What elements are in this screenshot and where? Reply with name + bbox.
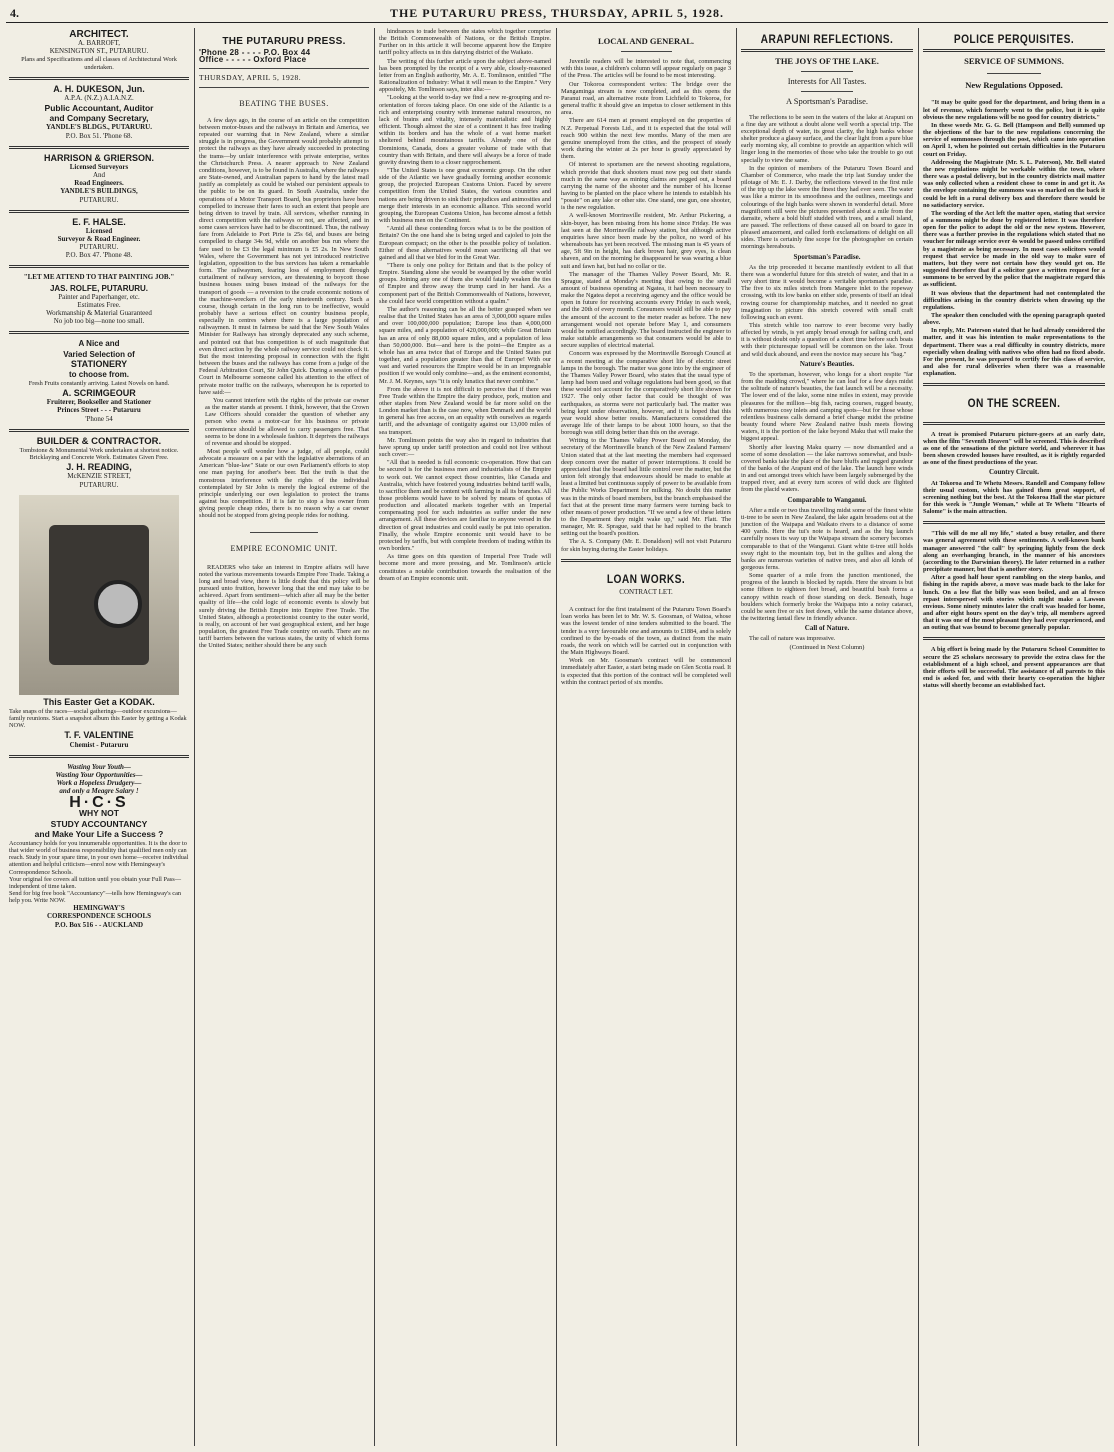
paragraph: Of interest to sportsmen are the newest shooting regulations, which provide that duck shooters must now peg out their stands much in the same way as mining claims are pegged out, a board carrying the name of the shooter and the number of his license having to be planted on the place where he intends to establish his "possie" on any lake or other site. One stand, one gun, one shooter, is the new regulation. [561, 161, 731, 212]
paragraph: After a mile or two thus travelling midst some of the finest white ti-tree to be seen in New Zealand, the lake again broadens out at the junction of the Waipapa and Waikato rivers to a distance of some 400 yards. Here the tui's note is heard, and as the big launch carefully noses its way up the Waipapa stream the scenery becomes comparable to that of the Wanganui. Giant white ti-tree still holds sway right to the mountain top, but in the gullies and along the banks are numerous varieties of native trees, and also all kinds of gorgeous ferns. [741, 506, 913, 571]
quote-paragraph: You cannot interfere with the rights of the private car owner as the matter stands at present. I think, however, that the Crown Law Officers should consider the question of whether any person who owns a motor-car for his business or private convenience should be allowed to carry passengers free. That seems to be done in a wholesale fashion. It deprives the railways of revenue and should be stopped. [205, 396, 369, 447]
paragraph: A few days ago, in the course of an article on the competition between motor-buses and the railways in Britain and America, we repeated our warning that in New Zealand, where a similar struggle is in progress, the Government would probably attempt to protect the railways as they have already succeeded in protecting the trams—by unfair interference with private enterprise, writes the Christchurch Press. A nearer approach to New Zealand conditions, however, is to be found in Australia, where the railways are State-owned, and Australian papers to hand by the latest mail justify as completely as could be wished our persistent appeals to the public to be on its guard. In South Australia, under the operations of a Motor Transport Board, bus proprietors have been compelled to increase their fares to such an extent that people are being driven to travel by train. All services, whether running in direct competition with the railways or not, are affected, and in some cases services have had to be discontinued. Thus, the railway fare from Adelaide to Port Pirie is 25s 6d, and buses are being compelled to charge 34s 9d, while on another bus run where the fare used to be £3 the legal minimum is £5 2s. In New South Wales, where the Government has not yet introduced restrictive legislation, opposition to the bus services has taken a remarkable form. The railwaymen, fearing loss of employment through curtailment of railway services, are threatening to boycott those business houses using buses instead of the railways for the transport of goods — a reversion to the crude economic notions of the machine-wreckers of the early nineteenth century. Such a course, though certain in the long run to be ineffective, would probably have a serious effect on country business people, especially in centres where there is a large population of railwaymen. It must in fairness be said that the New South Wales Minister for Railways has strongly deprecated any such scheme, and pointed out that bus competition is of such magnitude that even direct action by the whole railway service could not check it. But the most interesting proposal in connection with the fight between the buses and the railways has come from a judge of the Federal Arbitration Court, Sir John Quick. During a session of the Court in Melbourne someone called his attention to the effect of private motor traffic on the railways, whereupon he is reported to have said:— [199, 116, 369, 396]
ad-name: J. H. READING, [66, 462, 132, 473]
ad-hemingway [9, 764, 189, 929]
ad-line: Road Engineers. [74, 179, 124, 188]
paragraph: "Amid all these contending forces what is to be the position of Britain? On the one hand she is being urged and cajoled to join the European compact; on the other is the possible policy of isolation. Either of these alternatives would mean sacrificing all that we gained and all that we bled for in the Great War. [379, 225, 551, 261]
ad-line: Your original fee covers all tuition until you obtain your Full Pass—independent of time taken. [9, 875, 181, 890]
date-line: THURSDAY, APRIL 5, 1928. [199, 73, 302, 83]
divider [9, 77, 189, 80]
press-phone: 'Phone 28 - - - - P.O. Box 44 [199, 48, 311, 58]
ad-line: YANDLE'S BUILDINGS, [60, 187, 138, 196]
paragraph: As time goes on this question of Imperial Free Trade will become more and more pressing, and Mr. Tomlinson's article constitutes a notable contribution towards the realisation of the dream of an Empire economic unit. [379, 553, 551, 582]
divider [801, 71, 853, 72]
paragraph: In reply, Mr. Paterson stated that he had already considered the matter, and it was his intention to make representations to the department. There was a real difficulty in country districts, more especially when dealing with natives who often had no fixed abode. For the present, he was prepared to certify for this class of service, and also for rural deliveries when there was a reasonable explanation. [923, 327, 1105, 378]
ad-rolfe [9, 274, 189, 325]
divider [9, 331, 189, 334]
paragraph-heading: Sportsman's Paradise. [793, 252, 861, 261]
paragraph: "All that is needed is full economic co-operation. How that can be secured is for the business men and industrialists of the Empire to work out. We cannot expect those countries, like Canada and Australia, which have fostered young industries behind tariff walls, to sacrifice them and be content with farming in all its branches. All those problems would have to be solved by means of quotas of production and allocated markets together with an Imperial compensating pool for such industries as suffer under the new arrangement. All these devices are familiar to anyone versed in the direction of great industries and could easily be put into operation. Finally, the whole Empire economic unit would have to be protected by tariffs, but with complete freedom of trading within its own borders." [379, 459, 551, 553]
ad-line: Tombstone & Monumental Work undertaken at shortest notice. [19, 446, 179, 454]
divider [923, 383, 1105, 386]
paragraph: In these words Mr. G. G. Bell (Hampson and Bell) summed up the objections of the bar to the new regulations concerning the service of summonses through the post, which came into operation on April 1, when he pointed out certain difficulties in the Putaruru court on Friday. [923, 121, 1105, 158]
ad-halse [9, 216, 189, 260]
divider [9, 210, 189, 213]
ad-line: A Nice and [78, 339, 120, 349]
ad-name: A. BARROFT, [77, 39, 121, 48]
ad-line: Licensed Surveyors [69, 162, 129, 171]
ad-line: PUTARURU. [79, 480, 119, 489]
ad-heading: This Easter Get a KODAK. [43, 696, 155, 707]
article-title: EMPIRE ECONOMIC UNIT. [230, 543, 338, 553]
ad-name: JAS. ROLFE, PUTARURU. [49, 283, 149, 293]
paragraph: The A. S. Company (Mr. E. Donaldson) will not visit Putaruru for skin buying during the Easter holidays. [561, 538, 731, 553]
ad-heading: BUILDER & CONTRACTOR. [36, 435, 162, 447]
paragraph: After a good half hour spent rambling on the steep banks, and fishing in the rapids above, a move was made back to the lake for lunch. On a low flat the billy was soon boiled, and an al fresco repast interspersed with stories which might make a Lawson envious. Some ninety minutes later the craft was headed for home, and after eight hours spent on the day's trip, all members agreed that it was one of the most pleasant they had ever experienced, and an outing that was bound to become generally popular. [923, 574, 1105, 632]
paragraph-heading: Country Circuit. [988, 468, 1040, 477]
ad-line: Take snaps of the races—social gatherings—outdoor excursions—family reunions. Start a snapshot album this Easter by getting a Kodak NOW. [9, 707, 187, 730]
ad-line: PUTARURU. [79, 195, 119, 204]
masthead-title: THE PUTARURU PRESS, THURSDAY, APRIL 5, 1928. [389, 6, 725, 20]
paragraph: A big effort is being made by the Putaruru School Committee to secure the 25 scholars necessary to provide the extra class for the establishment of a high school, and present appearances are that their efforts will be successful. The assistance of all parents to this end is asked for, and with their hearty co-operation the higher status will shortly become an established fact. [923, 646, 1105, 690]
ad-line: 'Phone 54 [85, 414, 113, 423]
ad-builder [9, 435, 189, 489]
masthead [6, 4, 1108, 23]
ad-line: A.P.A. (N.Z.) A.I.A.N.Z. [64, 93, 134, 102]
paragraph: Mr. Tomlinson points the way also in regard to industries that have sprung up under tariff protection and could not live without such cover:— [379, 436, 551, 459]
paragraph-heading: Nature's Beauties. [799, 359, 855, 368]
divider [621, 51, 672, 52]
page-number: 4. [10, 6, 19, 20]
paragraph: Concern was expressed by the Morrinsville Borough Council at a recent meeting at the comparative short life of electric street lamps in the borough. The matter was gone into by the engineer of the Thames Valley Power Board, who states that the usual type of lamp had been used and voltage regulations had been good, so that these would not account for the comparatively short life shown for 1927. The only other factor that could be thought of was earthquakes, as storms were not particularly bad. The matter was being kept under observation, however, and it is hoped that this year would show better results. Manufacturers considered the average life of their lamps to be about 1000 hours, so that the borough was still doing better than this on the average. [561, 350, 731, 437]
ad-line: "LET ME ATTEND TO THAT PAINTING JOB." [23, 273, 175, 282]
ad-line: Painter and Paperhanger, etc. [58, 292, 140, 301]
paragraph: Most people will wonder how a judge, of all people, could advocate a measure on a par with the legislative aberrations of an American "blue-law" State or our own Parliament's efforts to stop one man paying for another's beer. But the truth is that the monstrous interference with the rights of the individual contemplated by Sir John is merely the logical extreme of the principle underlying our own legislation to protect the trams against bus competition. If it is fair to stop a bus owner from giving people cheap rides, there is no reason why a car owner should not be stopped from giving people rides for nothing. [199, 447, 369, 520]
paragraph-heading: Call of Nature. [804, 624, 850, 633]
ad-line: Workmanship & Material Guaranteed [46, 309, 152, 318]
column-police [920, 28, 1108, 1446]
section-heading: LOAN WORKS. [606, 571, 686, 586]
ad-name: A. SCRIMGEOUR [62, 388, 136, 399]
ad-name: T. F. VALENTINE [64, 730, 134, 741]
paragraph: A treat is promised Putaruru picture-goers at an early date, when the film "Seventh Heaven" will be screened. This is described as one of the sensations of the picture world, and wherever it has been shown crowded houses have resulted, as it is rightly regarded as one of the finest productions of the year. [923, 430, 1105, 467]
ad-line: Accountancy holds for you innumerable opportunities. It is the door to that wider world of business responsibility that qualified men only can reach. Study in your spare time, in your own home—receive individual attention and helpful criticism—enrol now with Hemingway's Correspondence Schools. [9, 839, 189, 876]
press-office: Office - - - - - Oxford Place [199, 55, 307, 65]
paragraph: At Tokoroa and Te Whetu Messrs. Randell and Company follow their usual custom, which has gained them great support, of screening nothing but the best. At the Tokoroa Hall the star picture for this week is "Jungle Woman," while at Te Whetu "Hearts of Salome" is the main attraction. [923, 479, 1105, 516]
paragraph: Shortly after leaving Maku quarry — now dismantled and a scene of some desolation — the lake narrows somewhat, and bush-covered banks take the place of the bare bluffs and rugged grandeur of the banks of the Arapuni end of the lake. The launch here winds in and out amongst trees which have been largely submerged by the trapped river, and at every turn scores of wild duck are flighted from the placid waters. [741, 443, 913, 494]
ad-line: Wasting Your Youth— [67, 762, 131, 771]
paragraph: A well-known Morrinsville resident, Mr. Arthur Pickering, a skin-buyer, has been missing from his home since Friday. He was last seen at the Morrinsville railway station, but although active enquiries have since been made by the police, no word of his whereabouts has yet been received. The missing man is 45 years of age, 5ft 9in in height, has dark brown hair, grey eyes, is clean shaven, and on the morning he disappeared he was wearing a blue suit and fawn hat, but had no collar or tie. [561, 212, 731, 270]
article-title: BEATING THE BUSES. [239, 98, 329, 108]
camera-icon [49, 525, 149, 665]
divider [801, 91, 853, 92]
ad-line: HEMINGWAY'S [73, 904, 125, 913]
divider [250, 532, 318, 533]
ad-name: HARRISON & GRIERSON. [43, 152, 154, 163]
ad-line: No job too big—none too small. [53, 317, 145, 326]
divider [561, 559, 731, 562]
ad-line: YANDLE'S BLDGS., PUTARURU. [46, 123, 152, 132]
column-arapuni [738, 28, 916, 1446]
ad-line: Send for big free book "Accountancy"—tells how Hemingway's can help you. Write NOW. [9, 890, 182, 905]
section-heading: ON THE SCREEN. [967, 396, 1061, 411]
paragraph: Writing to the Thames Valley Power Board on Monday, the secretary of the Morrinsville branch of the New Zealand Farmers' Union stated that at the last meeting the members had expressed deep concern over the matter of power interruptions. It could be appreciated that the board had little control over the matter, but the union felt strongly that endeavours should be made to enable at least a limited but continuous supply of power to be available from the Public Works Department for milking. No doubt this matter was in the minds of board members, but the branch emphasised the fact that at the present time many farmers were turning back to other means of power production. "If we send a few of these letters to the Department they might wake up," said Mr. Flatt. The manager, Mr. R. Sprague, said that he had replied to the branch setting out the board's position. [561, 437, 731, 538]
divider [741, 49, 913, 52]
divider [923, 422, 1105, 425]
paragraph: Some quarter of a mile from the junction mentioned, the progress of the launch is blocked by rapids. Here the stream is but some fifteen to eighteen feet broad, and beautiful bush forms a canopy within reach of those standing on deck. Beneath, huge boulders which formerly broke the Waipapa into a noisy cataract, could be seen five or six feet down, while the same distance above, the twittering fantail flew in friendly advance. [741, 572, 913, 623]
paragraph: The wording of the Act left the matter open, stating that service of a summons might be done by registered letter. It was therefore open for the police to adopt the old or the new system. However, there was a further proviso in the regulations which stated that no voucher for mileage service over 4s would be passed unless certified by a magistrate as being necessary. In most cases solicitors would request that service be made in the old way to make sure of matters, but they were not certain how they would get on. He suggested therefore that if a solicitor gave a written request for a summons to be served by the police that the magistrate regard this as sufficient. [923, 209, 1105, 289]
ad-line: and Make Your Life a Success ? [34, 828, 164, 839]
ad-line: Plans and Specifications and all classes of Architectural Work undertaken. [21, 56, 177, 71]
section-heading: LOCAL AND GENERAL. [597, 36, 695, 46]
column-editorial [196, 28, 372, 1446]
divider [923, 637, 1105, 640]
divider [9, 429, 189, 432]
divider [9, 265, 189, 268]
ad-line: STUDY ACCOUNTANCY [50, 818, 148, 829]
paragraph: From the above it is not difficult to perceive that if there was Free Trade within the Empire the dairy produce, pork, mutton and other staples from New Zealand would be far more solid on the London market than is the case now, when Denmark and the world in general has free access, on an equality with ourselves as regards tariff, and the advantage of contiguity against our 13,000 miles of sea transport. [379, 385, 551, 436]
paragraph: The writing of this further article upon the subject above-named has been prompted by the receipt of a very able, closely-reasoned letter from an English authority, Mr. A. E. Tomlinson, entitled "The Rationalization of Industry: What it will mean to the Empire." Very appositely, Mr. Tomlinson says, inter alia:— [379, 57, 551, 94]
paragraph: "There is only one policy for Britain and that is the policy of Empire. Standing alone she would be swamped by the other world groups. Joining any one of them she would fatally weaken the ties of Empire and throw away the trump card in her hand. As a component part of the British Commonwealth of Nations, however, she could face world competition without a qualm." [379, 262, 551, 305]
section-subheading: New Regulations Opposed. [965, 80, 1063, 91]
paragraph-heading: Comparable to Wanganui. [787, 495, 867, 504]
ad-name: A. H. DUKESON, Jun. [53, 83, 145, 94]
column-editorial-continued [376, 28, 554, 1446]
column-local-general [558, 28, 734, 1446]
divider [199, 87, 369, 88]
paragraph: The call of nature was impressive. [749, 635, 836, 643]
ad-line: Chemist - Putaruru [69, 740, 129, 749]
divider [9, 755, 189, 758]
section-subheading: THE JOYS OF THE LAKE. [775, 56, 879, 67]
ad-line: WHY NOT [79, 808, 119, 819]
section-subheading: CONTRACT LET. [619, 587, 673, 596]
section-subheading: SERVICE OF SUMMONS. [964, 56, 1064, 67]
ad-line: PUTARURU. [79, 243, 119, 252]
paragraph: There are 614 men at present employed on the properties of N.Z. Perpetual Forests Ltd., and it is expected that the total will reach 900 within the next few months. Many of the men are genuine unemployed from the cities, and the prospect of steady work during the winter at 2s per hour is greatly appreciated by them. [561, 117, 731, 161]
paragraph: "The United States is one great economic group. On the other side of the Atlantic we have gradually forming another economic group, the projected European Customs Union. Faced by severe competition from the United States, the various countries and nations are being driven to sink their prejudices and animosities and merge their interests in an economic alliance. This second world grouping, the European Customs Union, has become almost a fetish with business men on the Continent. [379, 166, 551, 225]
paragraph: Work on Mr. Goosman's contract will be commenced immediately after Easter, a start being made on Glen Scotia road. It is expected that this portion of the contract will be completed well within the contract period of six months. [561, 657, 731, 686]
ad-line: And [92, 171, 106, 180]
ad-line: Wasting Your Opportunities— [55, 770, 143, 779]
ad-line: Varied Selection of [63, 349, 135, 359]
paragraph: It was obvious that the department had not contemplated the difficulties arising in the country districts when drawing up the regulations. [923, 289, 1105, 311]
column-rule [736, 28, 737, 1446]
divider [923, 49, 1105, 52]
section-heading: ARAPUNI REFLECTIONS. [760, 32, 894, 46]
ad-line: P.O. Box 47. 'Phone 48. [65, 251, 133, 260]
column-ads [6, 28, 192, 1446]
paragraph: This stretch while too narrow to ever become very badly affected by winds, is yet amply broad enough for sailing craft, and it is without doubt only a question of a short time before such boats with their picturesque topsail will be common on the lake. Trout and wild duck abound, and even the novice may secure his "bag." [741, 322, 913, 358]
paragraph: As the trip proceeded it became manifestly evident to all that there was a wonderful future for this stretch of water, and that in a very short time it would become a veritable sportsman's paradise. The five to six miles stretch from Mangere inlet to the ropeway crossing, with its low banks on either side, presents of itself an ideal rowing course for championship matches, and it needed no great imagination to picture this stretch covered with small craft following such an event. [741, 263, 913, 321]
divider [987, 73, 1042, 74]
ad-line: P.O. Box 516 - - AUCKLAND [54, 920, 144, 929]
ad-line: P.O. Box 51. 'Phone 68. [65, 131, 133, 140]
ad-line: Licensed [85, 226, 113, 235]
column-rule [194, 28, 195, 1446]
paragraph: READERS who take an interest in Empire affairs will have noted the various movements towards Empire Free Trade. Taking a long and broad view, there is little doubt that this policy will be pursued unto fruition, however long that the end may take to be achieved. Apart from sentiment—which after all may be the better quality of life—the cold logic of economic events is slowly but surely driving the British Empire into Empire Free Trade. The United States, although a protectionist country to the outer world, is really, on account of her vast geographical extent, and her huge population, the greatest Free Trade country on earth. There are no tariff barriers between the various states, the unity of which forms the United States; neither should there be any such [199, 563, 369, 650]
ad-line: Princes Street - - - Putaruru [57, 406, 141, 415]
ad-heading: ARCHITECT. [69, 29, 129, 40]
paragraph: The manager of the Thames Valley Power Board, Mr. R. Sprague, stated at Monday's meeting that owing to the small amount of business operating at Ngatea, it had been necessary to make the Ngatea depot a receiving agency and the office would be open in future for receiving accounts every Friday in each week, and the 20th of every month. Consumers would still be able to pay the amount of the account to the meter reader as before. The new arrangement would not operate before May 1, and consumers would be notified accordingly. The board instructed the engineer to make suitable arrangements so that consumers would be able to secure supplies of electrical material. [561, 270, 731, 350]
paragraph: hindrances to trade between the states which together comprise the British Commonwealth of Nations, or the British Empire. Further on in this article it will become apparent how the Empire tariff policy affects us in this dairying district of the Waikato. [379, 28, 551, 57]
paragraph: "It may be quite good for the department, and bring them in a lot of revenue, which formerly went to the police, but it is quite obvious the new regulations will be no good for country districts." [923, 99, 1105, 121]
paragraph: Addressing the Magistrate (Mr. S. L. Paterson), Mr. Bell stated the new regulations might be workable within the town, where there was a postal delivery, but in the country districts mail matter was only collected when a resident chose to come in and get it. As the envelope containing the summons was so marked on the back it could be left in a rural delivery box and therefore there would be no satisfactory service. [923, 158, 1105, 209]
ad-line: to choose from. [68, 369, 129, 379]
ad-kodak [9, 696, 189, 749]
hcs-logo: H·C·S [69, 794, 129, 812]
paragraph: The reflections to be seen in the waters of the lake at Arapuni on a fine day are without a doubt alone well worth a special trip. The exceptional depth of water, its great clarity, the high banks whose shelter produce a glassy surface, and the clear light from a pure blue early morning sky, all combine to provide an apparition which will linger long in the memories of those who take the trouble to go out specially to view the same. [741, 113, 913, 164]
kodak-camera-illustration [19, 495, 179, 695]
paragraph: The author's reasoning can be all the better grasped when we realise that the United States has an area of 3,000,000 square miles and over 100,000,000 population; Europe less than 4,000,000 square miles, and a population of 420,000,000; while Great Britain has an area of only 88,000 square miles, and a population of less than 50,000,000. But—and here is the point—the Empire as a whole has an area twice that of Europe and the United States put together, and a population greater than that of Europe! With our vast and varied resources the Empire would be in an impregnable position if we would only combine—and, as the eminent economist, Mr. J. M. Keynes, says "it is only lunatics that never combine." [379, 305, 551, 385]
paragraph: Juvenile readers will be interested to note that, commencing with this issue, a children's column will appear regularly on page 3 of the Press. The articles will be found to be most interesting. [561, 58, 731, 80]
ad-line: CORRESPONDENCE SCHOOLS [46, 912, 152, 921]
paragraph: "Looking at the world to-day we find a new re-grouping and re-orientation of forces taking place. On one side of the Atlantic is a rich and enterprising country with immense natural resources, no lack of brains and vitality, intensely materialistic and highly efficient. Though almost the size of a continent it has free trading within its borders and has the whole of a vast home market sheltered behind mountainous tariffs. Already one of the Dominions, Canada, does a greater volume of trade with that country than with Britain, and there will always be a force of trade gravity drawing them to a closer rapprochement. [379, 94, 551, 166]
ad-line: McKENZIE STREET, [67, 472, 131, 481]
ad-harrison [9, 152, 189, 204]
ad-line: Fresh Fruits constantly arriving. Latest Novels on hand. [28, 380, 170, 387]
ad-line: KENSINGTON ST., PUTARURU. [49, 47, 149, 56]
ad-scrimgeour [9, 340, 189, 422]
paragraph: In the opinion of members of the Putaruru Town Board and Chamber of Commerce, who made the trip last Sunday under the pilotage of Mr. E. J. Darby, the reflections viewed in the first mile of the trip up the lake were the finest they had ever seen. The water was like a mirror in its smoothness and the outlines, meetings and colourings of the high banks were shown in wonderful detail. More magnificent still were the pictures presented about a mile from the damsite, where a bold bluff studded with trees, and a small island, are passed. The reflections of these caused all on board to gaze in pleased amazement, and called forth exclamations of delight on all sides. There is certainly fine scope for the photographer on certain mornings hereabouts. [741, 164, 913, 251]
ad-line: Public Accountant, Auditor [44, 103, 154, 114]
column-rule [918, 28, 919, 1446]
paragraph: Our Tokoroa correspondent writes: The bridge over the Mangaminga stream is now completed, and as this opens the Paranui road, an alternative route from Lichfield to Tokoroa, for general traffic it should give an impetus to closer settlement in this area. [561, 80, 731, 117]
divider [923, 521, 1105, 524]
paragraph: "This will do me all my life," stated a busy retailer, and there was general agreement with these sentiments. A well-known bank manager answered "the call" by springing lightly from the deck along an overhanging branch, in the manner of his ancestors (according to the Darwinian theory). He later returned in a rather precipitate manner, but that is another story. [923, 530, 1105, 574]
ad-line: and Company Secretary, [49, 113, 149, 124]
section-subheading: A Sportsman's Paradise. [785, 96, 869, 107]
ad-name: E. F. HALSE. [72, 216, 126, 227]
section-subheading: Interests for All Tastes. [787, 76, 867, 87]
column-rule [556, 28, 557, 1446]
ad-line: Work a Hopeless Drudgery— [56, 778, 142, 787]
camera-lens-icon [94, 580, 142, 628]
paragraph: A contract for the first instalment of the Putaruru Town Board's loan works has been let to Mr. W. S. Goosman, of Waitoa, whose was the lowest tender of nine tenders submitted to the board. The tender is a very favourable one and amounts to £1884, and is solely confined to the by-roads of the town, as distinct from the main roads, the work on which will be carried out in conjunction with the Main Highways Board. [561, 606, 731, 657]
ad-line: Bricklaying and Concrete Work. Estimates Given Free. [29, 454, 169, 462]
divider [9, 146, 189, 149]
ad-dukeson [9, 83, 189, 140]
press-name: THE PUTARURU PRESS. [222, 36, 346, 47]
ad-line: Fruiterer, Bookseller and Stationer [46, 398, 152, 407]
divider [199, 68, 369, 69]
column-rule [374, 28, 375, 1446]
section-heading: POLICE PERQUISITES. [953, 32, 1075, 46]
paragraph: To the sportsman, however, who longs for a short respite "far from the madding crowd," where he can loaf for a few days midst the solitude of nature's beauties, the fast launch will be a necessity. The lower end of the lake, some nine miles in extent, may provide pleasures for the million—big fish, racing courses, rugged beauty, with numerous cosy inlets and camping spots—but for those whose relentless business calls demand a brief change midst the pristine beauty found where New Zealand native bush meets flowing waters, it is the portion of the lake beyond Maku that will make the biggest appeal. [741, 370, 913, 443]
ad-line: STATIONERY [70, 358, 128, 369]
ad-architect [9, 31, 189, 71]
ad-line: and only a Meagre Salary ! [59, 787, 139, 796]
ad-line: Estimates Free. [77, 300, 121, 309]
paragraph: The speaker then concluded with the opening paragraph quoted above. [923, 312, 1105, 327]
ad-line: Surveyor & Road Engineer. [57, 234, 141, 243]
continued-note: (Continued in Next Column) [789, 643, 865, 651]
